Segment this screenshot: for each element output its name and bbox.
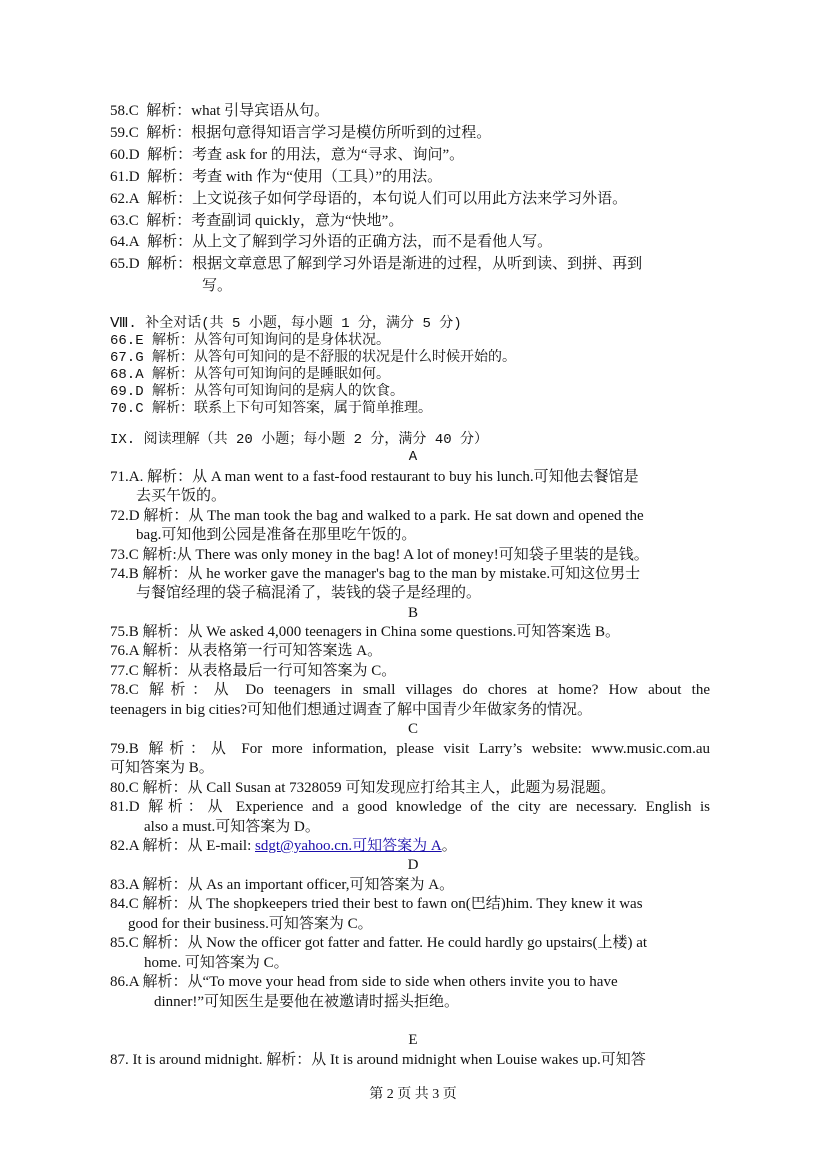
answer-60: 60.D 解析：考查 ask for 的用法，意为“寻求、询问”。 bbox=[110, 147, 465, 163]
answer-74: 74.B 解析：从 he worker gave the manager's bag to the man by mistake.可知这位男士 bbox=[110, 566, 641, 582]
answer-72-cont: bag.可知他到公园是准备在那里吃午饭的。 bbox=[136, 527, 417, 543]
answer-72: 72.D 解析：从 The man took the bag and walked to a park. He sat down and opened the bbox=[110, 508, 644, 524]
answer-86: 86.A 解析：从“To move your head from side to side when others invite you to have bbox=[110, 974, 618, 990]
answer-85: 85.C 解析：从 Now the officer got fatter and fatter. He could hardly go upstairs(上楼) at bbox=[110, 935, 648, 951]
section-ix-heading: IX. 阅读理解（共 20 小题；每小题 2 分，满分 40 分） bbox=[110, 432, 489, 448]
answer-67: 67.G 解析：从答句可知问的是不舒服的状况是什么时候开始的。 bbox=[110, 350, 517, 366]
answer-84: 84.C 解析：从 The shopkeepers tried their best to fawn on(巴结)him. They knew it was bbox=[110, 896, 643, 912]
answer-71-cont: 去买午饭的。 bbox=[136, 488, 227, 504]
answer-65: 65.D 解析：根据文章意思了解到学习外语是渐进的过程，从听到读、到拼、再到 bbox=[110, 256, 643, 272]
part-e-label: E bbox=[408, 1032, 418, 1048]
answer-81: 81.D 解析：从 Experience and a good knowledge of the city are necessary. English is bbox=[110, 799, 710, 815]
answer-77: 77.C 解析：从表格最后一行可知答案为 C。 bbox=[110, 663, 397, 679]
answer-61: 61.D 解析：考查 with 作为“使用（工具）”的用法。 bbox=[110, 169, 443, 185]
answer-85-cont: home. 可知答案为 C。 bbox=[144, 955, 289, 971]
answer-83: 83.A 解析：从 As an important officer,可知答案为 A。 bbox=[110, 877, 455, 893]
answer-63: 63.C 解析：考查副词 quickly，意为“快地”。 bbox=[110, 213, 404, 229]
answer-78: 78.C 解析：从 Do teenagers in small villages do chores at home? How about the bbox=[110, 682, 710, 698]
answer-87: 87. It is around midnight. 解析：从 It is around midnight when Louise wakes up.可知答 bbox=[110, 1052, 646, 1068]
answer-78-cont: teenagers in big cities?可知他们想通过调查了解中国青少年做家务的情况。 bbox=[110, 702, 593, 718]
answer-68: 68.A 解析：从答句可知询问的是睡眠如何。 bbox=[110, 367, 391, 383]
answer-86-cont: dinner!”可知医生是要他在被邀请时摇头拒绝。 bbox=[154, 994, 459, 1010]
answer-76: 76.A 解析：从表格第一行可知答案选 A。 bbox=[110, 643, 383, 659]
answer-62: 62.A 解析：上文说孩子如何学母语的，本句说人们可以用此方法来学习外语。 bbox=[110, 191, 628, 207]
part-b-label: B bbox=[407, 605, 418, 621]
answer-81-cont: also a must.可知答案为 D。 bbox=[144, 819, 320, 835]
email-link[interactable]: sdgt@yahoo.cn.可知答案为 A bbox=[255, 838, 442, 854]
part-c-label: C bbox=[407, 721, 418, 737]
answer-71: 71.A. 解析：从 A man went to a fast-food restaurant to buy his lunch.可知他去餐馆是 bbox=[110, 469, 639, 485]
answer-69: 69.D 解析：从答句可知询问的是病人的饮食。 bbox=[110, 384, 405, 400]
answer-80: 80.C 解析：从 Call Susan at 7328059 可知发现应打给其主人，此题为易混题。 bbox=[110, 780, 616, 796]
answer-58: 58.C 解析：what 引导宾语从句。 bbox=[110, 103, 330, 119]
answer-65-cont: 写。 bbox=[202, 278, 233, 294]
answer-75: 75.B 解析：从 We asked 4,000 teenagers in China some questions.可知答案选 B。 bbox=[110, 624, 620, 640]
answer-70: 70.C 解析：联系上下句可知答案，属于简单推理。 bbox=[110, 401, 433, 417]
answer-79-cont: 可知答案为 B。 bbox=[110, 760, 214, 776]
answer-74-cont: 与餐馆经理的袋子稿混淆了，装钱的袋子是经理的。 bbox=[136, 585, 482, 601]
answer-64: 64.A 解析：从上文了解到学习外语的正确方法，而不是看他人写。 bbox=[110, 234, 553, 250]
answer-79: 79.B 解析：从 For more information, please visit Larry’s website: www.music.com.au bbox=[110, 741, 710, 757]
section-viii-heading: Ⅷ. 补全对话(共 5 小题，每小题 1 分，满分 5 分) bbox=[110, 316, 462, 332]
answer-82: 82.A 解析：从 E-mail: sdgt@yahoo.cn.可知答案为 A。 bbox=[110, 838, 457, 854]
page-footer: 第 2 页 共 3 页 bbox=[369, 1087, 457, 1102]
answer-66: 66.E 解析：从答句可知询问的是身体状况。 bbox=[110, 333, 391, 349]
part-d-label: D bbox=[407, 857, 419, 873]
answer-84-cont: good for their business.可知答案为 C。 bbox=[128, 916, 373, 932]
answer-59: 59.C 解析：根据句意得知语言学习是模仿所听到的过程。 bbox=[110, 125, 492, 141]
part-a-label: A bbox=[408, 449, 418, 465]
answer-73: 73.C 解析:从 There was only money in the bag! A lot of money!可知袋子里装的是钱。 bbox=[110, 547, 649, 563]
